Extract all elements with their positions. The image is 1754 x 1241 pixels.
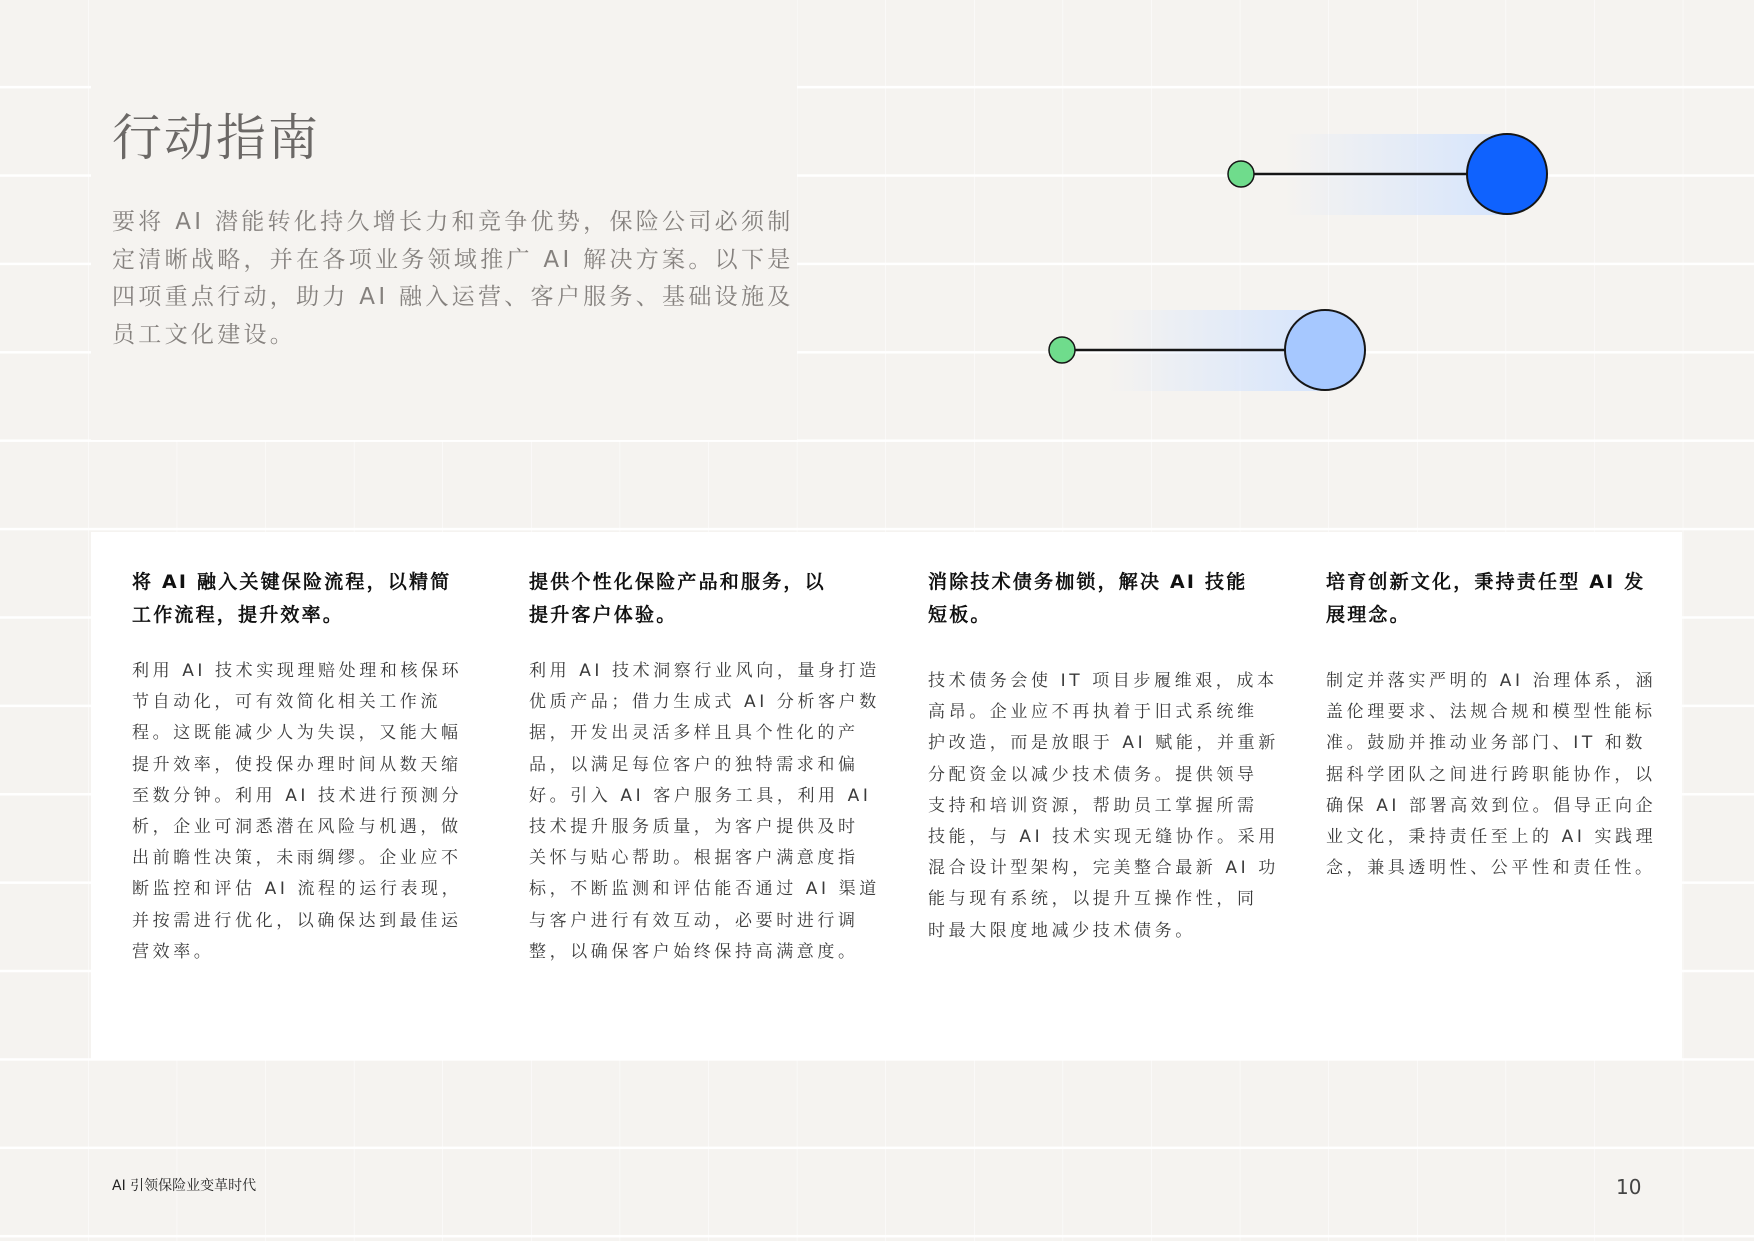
text-line: 盖伦理要求、法规合规和模型性能标 xyxy=(1326,702,1656,723)
text-line: 提供个性化保险产品和服务，以 xyxy=(529,571,826,593)
text-line: 技能，与 AI 技术实现无缝协作。采用 xyxy=(928,827,1279,848)
text-line: 品，以满足每位客户的独特需求和偏 xyxy=(529,754,859,775)
action-column-3 xyxy=(928,566,1279,947)
text-line: 技术提升服务质量，为客户提供及时 xyxy=(529,817,859,838)
action-body xyxy=(529,656,880,968)
text-line: 高昂。企业应不再执着于旧式系统维 xyxy=(928,702,1258,723)
text-line: 至数分钟。利用 AI 技术进行预测分 xyxy=(132,785,463,806)
footer-document-title: AI 引领保险业变革时代 xyxy=(112,1178,257,1194)
text-line: 节自动化，可有效简化相关工作流 xyxy=(132,692,441,713)
text-line: 标，不断监测和评估能否通过 AI 渠道 xyxy=(529,879,880,900)
text-line: 据科学团队之间进行跨职能协作，以 xyxy=(1326,764,1656,785)
text-line: 四项重点行动，助力 AI 融入运营、客户服务、基础设施及 xyxy=(112,284,794,311)
text-line: 断监控和评估 AI 流程的运行表现， xyxy=(132,879,463,900)
text-line: 利用 AI 技术实现理赔处理和核保环 xyxy=(132,661,463,681)
text-line: 定清晰战略，并在各项业务领域推广 AI 解决方案。以下是 xyxy=(112,246,794,273)
action-cards-panel xyxy=(91,532,1682,1060)
text-line: 营效率。 xyxy=(132,941,215,962)
action-heading xyxy=(928,566,1248,632)
text-line: 能与现有系统，以提升互操作性，同 xyxy=(928,889,1258,910)
text-line: 分配资金以减少技术债务。提供领导 xyxy=(928,764,1258,785)
text-line: 培育创新文化，秉持责任型 AI 发 xyxy=(1326,571,1646,593)
text-line: 提升效率，使投保办理时间从数天缩 xyxy=(132,754,462,775)
page-title: 行动指南 xyxy=(112,109,320,167)
text-line: 员工文化建设。 xyxy=(112,321,297,348)
dumbbell-bottom xyxy=(1049,310,1365,391)
action-heading xyxy=(1326,566,1646,632)
text-line: 据，开发出灵活多样且具个性化的产 xyxy=(529,723,859,744)
text-line: 工作流程，提升效率。 xyxy=(132,604,345,626)
text-line: 护改造，而是放眼于 AI 赋能，并重新 xyxy=(928,733,1279,754)
text-line: 并按需进行优化，以确保达到最佳运 xyxy=(132,910,462,931)
text-line: 混合设计型架构，完美整合最新 AI 功 xyxy=(928,858,1279,879)
green-dot xyxy=(1049,337,1075,363)
text-line: 析，企业可洞悉潜在风险与机遇，做 xyxy=(132,817,462,838)
action-column-2 xyxy=(529,566,880,968)
text-line: 好。引入 AI 客户服务工具，利用 AI xyxy=(529,785,872,806)
dark-blue-circle xyxy=(1467,134,1547,214)
page-number: 10 xyxy=(1616,1175,1642,1199)
text-line: 与客户进行有效互动，必要时进行调 xyxy=(529,910,859,931)
text-line: 支持和培训资源，帮助员工掌握所需 xyxy=(928,795,1258,816)
text-line: 要将 AI 潜能转化持久增长力和竞争优势，保险公司必须制 xyxy=(112,209,794,235)
light-blue-circle xyxy=(1285,310,1365,390)
action-body xyxy=(928,666,1279,947)
text-line: 出前瞻性决策，未雨绸缪。企业应不 xyxy=(132,848,462,869)
action-body xyxy=(132,656,463,968)
action-column-4 xyxy=(1326,566,1657,884)
action-body xyxy=(1326,666,1657,884)
dumbbell-illustration xyxy=(0,0,1754,530)
text-line: 念，兼具透明性、公平性和责任性。 xyxy=(1326,858,1656,879)
text-line: 业文化，秉持责任至上的 AI 实践理 xyxy=(1326,827,1657,848)
text-line: 利用 AI 技术洞察行业风向，量身打造 xyxy=(529,661,880,681)
text-line: 时最大限度地减少技术债务。 xyxy=(928,920,1196,941)
text-line: 短板。 xyxy=(928,604,992,626)
text-line: 展理念。 xyxy=(1326,604,1411,626)
text-line: 消除技术债务枷锁，解决 AI 技能 xyxy=(928,571,1248,593)
action-column-1 xyxy=(132,566,463,968)
text-line: 制定并落实严明的 AI 治理体系，涵 xyxy=(1326,671,1657,691)
green-dot xyxy=(1228,161,1254,187)
text-line: 将 AI 融入关键保险流程，以精简 xyxy=(132,571,452,593)
text-line: 优质产品；借力生成式 AI 分析客户数 xyxy=(529,692,880,713)
text-line: 提升客户体验。 xyxy=(529,604,678,626)
dumbbell-top xyxy=(1228,134,1547,215)
text-line: 程。这既能减少人为失误，又能大幅 xyxy=(132,723,462,744)
text-line: 整，以确保客户始终保持高满意度。 xyxy=(529,941,859,962)
text-line: 技术债务会使 IT 项目步履维艰，成本 xyxy=(928,671,1278,691)
action-heading xyxy=(132,566,452,632)
action-heading xyxy=(529,566,849,632)
text-line: 关怀与贴心帮助。根据客户满意度指 xyxy=(529,848,859,869)
text-line: 准。鼓励并推动业务部门、IT 和数 xyxy=(1326,733,1647,754)
text-line: 确保 AI 部署高效到位。倡导正向企 xyxy=(1326,795,1657,816)
